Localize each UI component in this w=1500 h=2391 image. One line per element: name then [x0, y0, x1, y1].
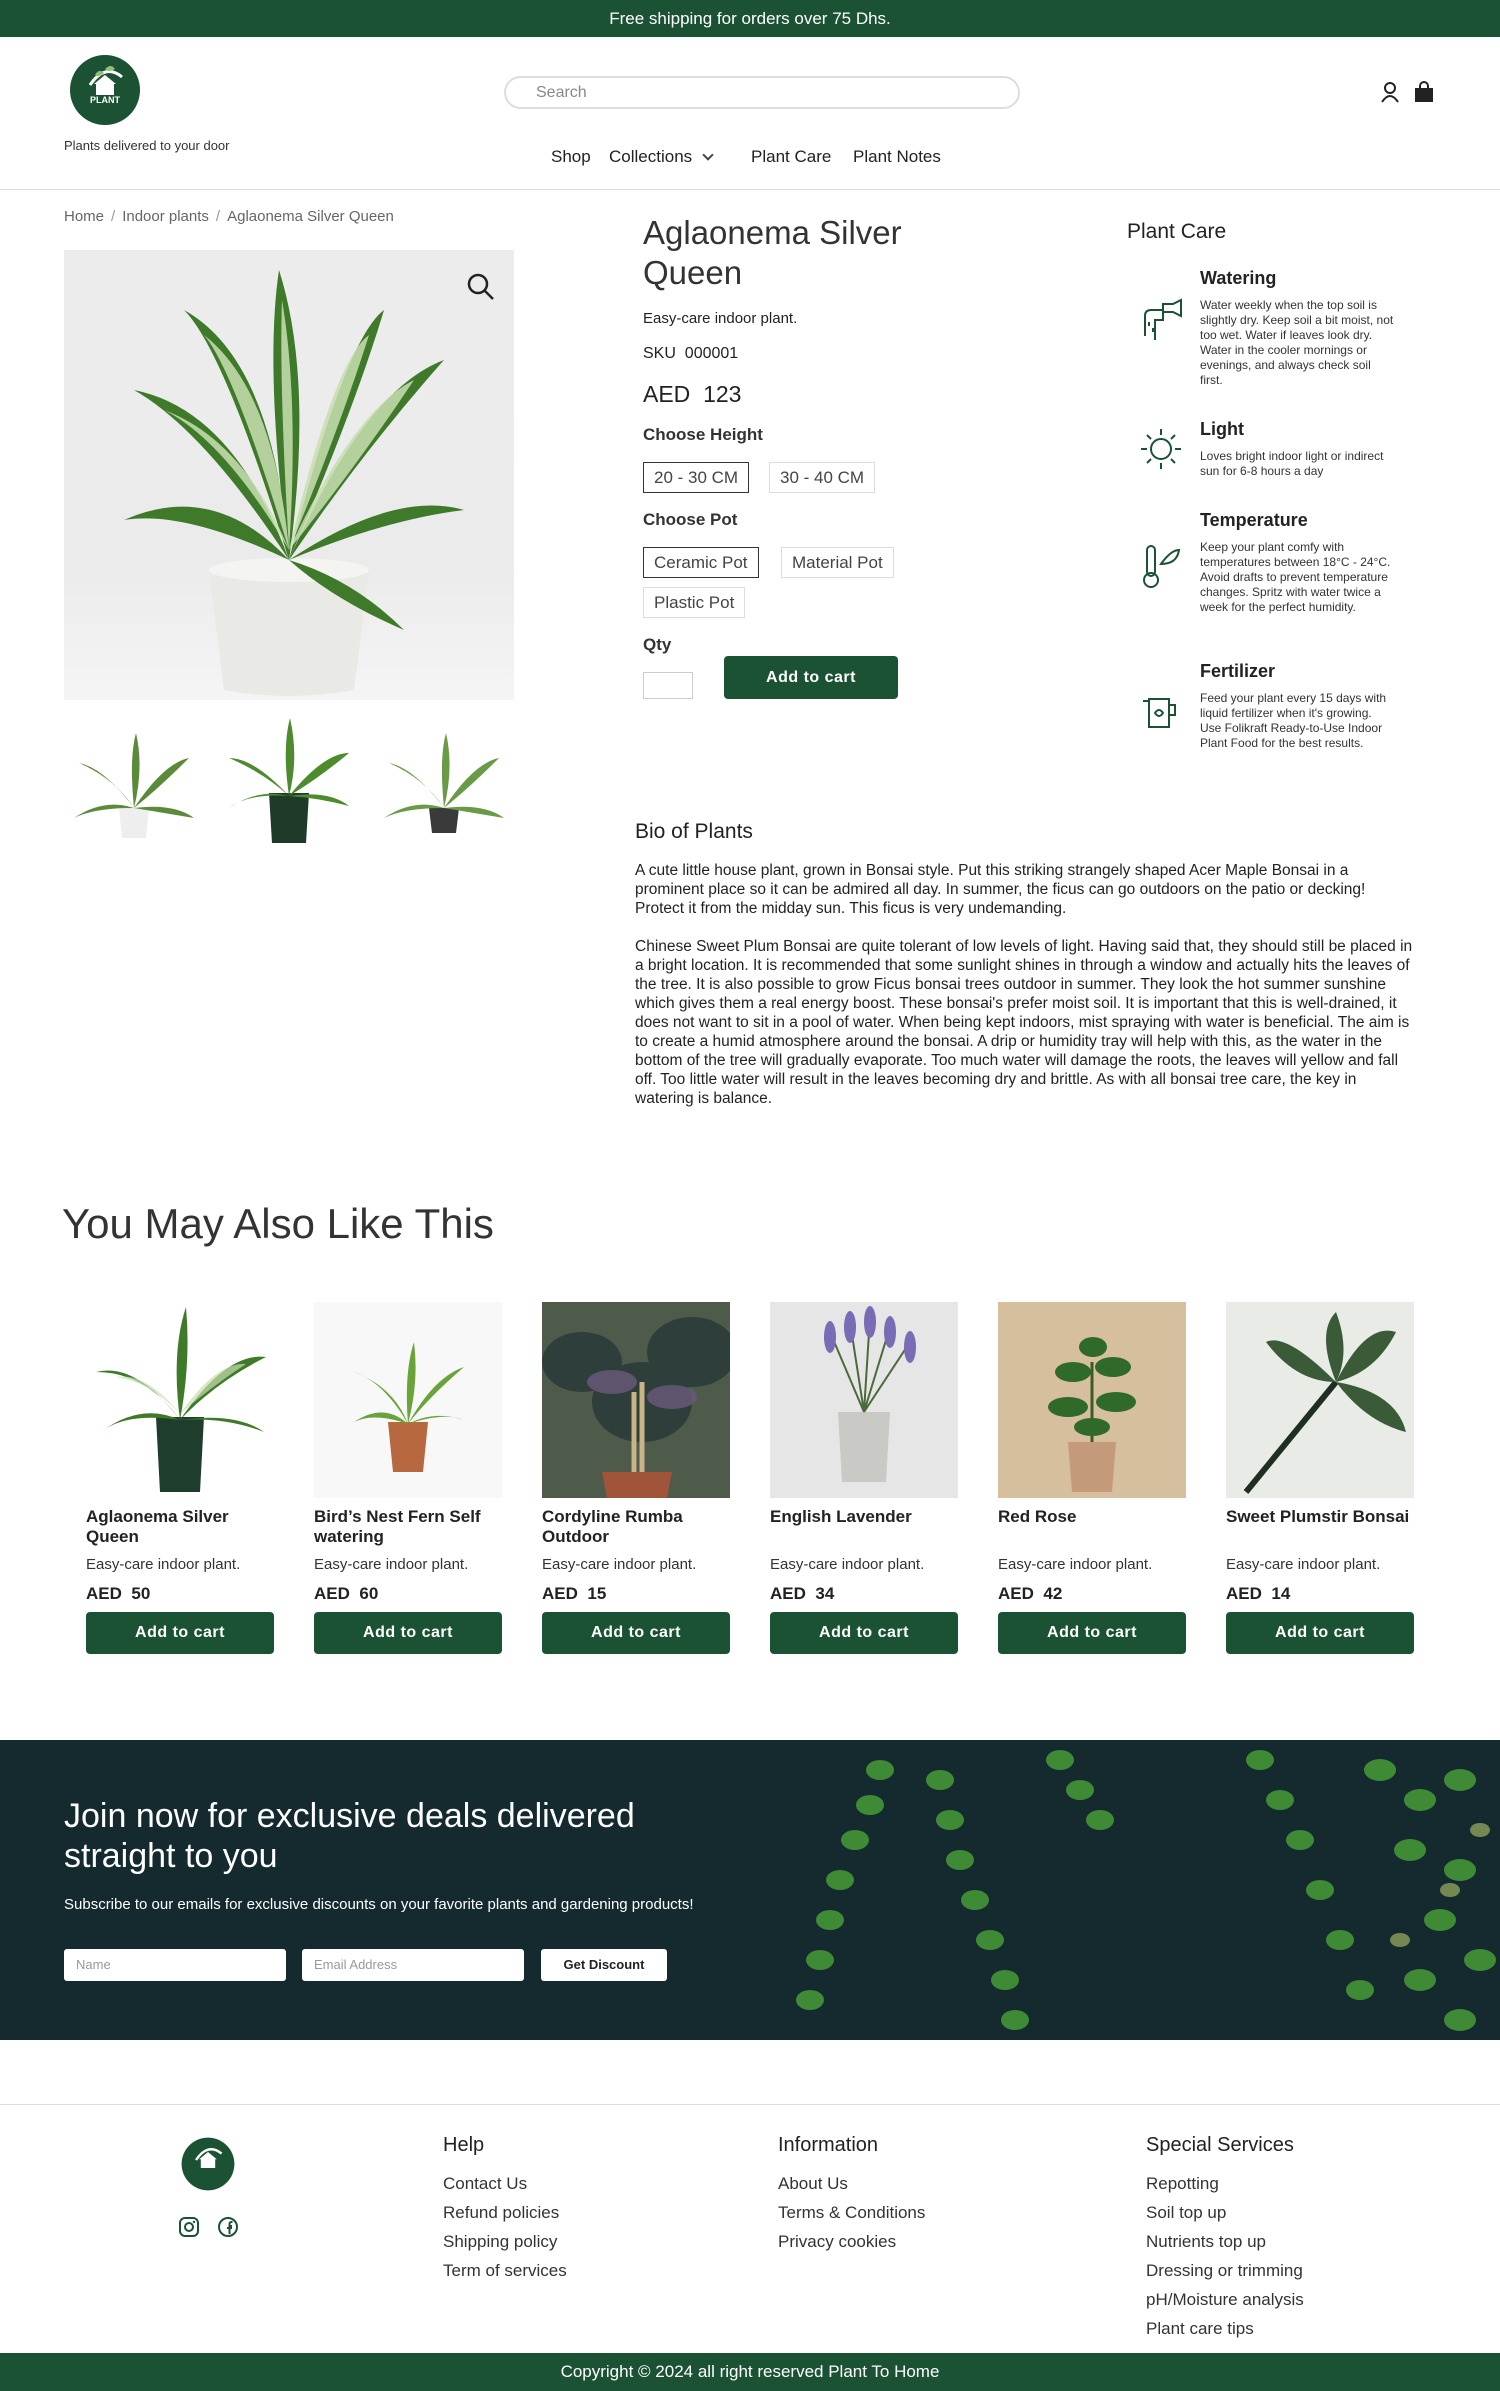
- price-value: 123: [703, 381, 742, 407]
- footer-link[interactable]: Plant care tips: [1146, 2319, 1254, 2338]
- user-icon[interactable]: [1380, 81, 1400, 108]
- add-to-cart-button[interactable]: Add to cart: [86, 1612, 274, 1654]
- copyright-bar: Copyright © 2024 all right reserved Plant To Home: [0, 2353, 1500, 2391]
- footer-information: [778, 2134, 925, 2256]
- nav-plant-notes[interactable]: Plant Notes: [853, 147, 941, 166]
- plant-logo-icon: [70, 55, 140, 125]
- nav-shop[interactable]: Shop: [551, 147, 591, 166]
- product-price: [643, 381, 741, 408]
- product-card-name[interactable]: English Lavender: [770, 1507, 912, 1526]
- sku-label: SKU: [643, 345, 676, 362]
- product-card[interactable]: [542, 1302, 730, 1641]
- bio-paragraph-1: A cute little house plant, grown in Bonsai style. Put this striking strangely shaped Acer Maple Bonsai in a prominent place so it can be admired all day. In summer, the ficus can go outdoors on the patio or decking! Protect it from the midday sun. This ficus is very undemanding.: [635, 862, 1366, 917]
- care-watering: [1127, 268, 1397, 388]
- qty-label: Qty: [643, 635, 672, 654]
- breadcrumb-indoor-plants[interactable]: Indoor plants: [122, 208, 209, 225]
- plant-care-title: Plant Care: [1127, 220, 1227, 243]
- product-card[interactable]: [1226, 1302, 1414, 1641]
- care-temperature: [1127, 510, 1397, 630]
- care-text: Water weekly when the top soil is slightly dry. Keep soil a bit moist, not too wet. Water if leaves look dry. Water in the cooler mornings or evenings, and always check soil first.: [1200, 298, 1394, 387]
- product-title: Aglaonema Silver Queen: [643, 214, 902, 291]
- product-card-price: [86, 1584, 150, 1604]
- facebook-icon[interactable]: [217, 2216, 239, 2243]
- breadcrumb-current: Aglaonema Silver Queen: [227, 208, 394, 225]
- footer-information-title: Information: [778, 2134, 879, 2156]
- ivy-leaves-background: [760, 1740, 1500, 2040]
- price-value: 42: [1043, 1584, 1063, 1603]
- footer-link[interactable]: Repotting: [1146, 2174, 1219, 2193]
- thumbnail-3[interactable]: [384, 718, 524, 848]
- footer-services: [1146, 2134, 1304, 2343]
- plant-logo-icon: [180, 2136, 236, 2192]
- choose-height-label: Choose Height: [643, 425, 763, 444]
- newsletter-banner: [0, 1740, 1500, 2040]
- site-header: [0, 37, 1500, 190]
- care-text: Feed your plant every 15 days with liquid fertilizer when it's growing. Use Folikraft Ready-to-Use Indoor Plant Food for the best results.: [1200, 691, 1387, 750]
- add-to-cart-button[interactable]: Add to cart: [1226, 1612, 1414, 1654]
- nav-collections-label: Collections: [609, 147, 693, 166]
- product-card[interactable]: [86, 1302, 274, 1641]
- product-card-name[interactable]: Red Rose: [998, 1507, 1077, 1526]
- footer-help: [443, 2134, 567, 2285]
- sun-icon: [1139, 427, 1183, 476]
- breadcrumb-home[interactable]: Home: [64, 208, 105, 225]
- footer-link[interactable]: Terms & Conditions: [778, 2203, 926, 2222]
- product-card-desc: Easy-care indoor plant.: [86, 1556, 241, 1573]
- product-card-name[interactable]: Cordyline Rumba Outdoor: [542, 1507, 683, 1546]
- instagram-icon[interactable]: [178, 2216, 200, 2243]
- brand-tagline: Plants delivered to your door: [64, 138, 230, 153]
- thumbnail-1[interactable]: [74, 718, 214, 848]
- footer-link[interactable]: Dressing or trimming: [1146, 2261, 1303, 2280]
- nav-collections[interactable]: [609, 147, 712, 167]
- add-to-cart-button[interactable]: Add to cart: [314, 1612, 502, 1654]
- product-card-name[interactable]: Aglaonema Silver Queen: [86, 1507, 229, 1546]
- product-card-image[interactable]: [998, 1302, 1186, 1498]
- sku-value: 000001: [684, 345, 739, 362]
- product-card-desc: Easy-care indoor plant.: [542, 1556, 697, 1573]
- add-to-cart-button[interactable]: Add to cart: [724, 656, 898, 699]
- product-card-price: [998, 1584, 1062, 1604]
- product-card-image[interactable]: [86, 1302, 274, 1498]
- add-to-cart-button[interactable]: Add to cart: [998, 1612, 1186, 1654]
- product-card[interactable]: [314, 1302, 502, 1641]
- choose-pot-label: Choose Pot: [643, 510, 738, 529]
- pot-option-material[interactable]: Material Pot: [781, 547, 894, 578]
- product-card-desc: Easy-care indoor plant.: [770, 1556, 925, 1573]
- price-currency: AED: [86, 1584, 122, 1603]
- footer-link[interactable]: Privacy cookies: [778, 2232, 897, 2251]
- footer-link[interactable]: Shipping policy: [443, 2232, 558, 2251]
- price-currency: AED: [542, 1584, 578, 1603]
- product-card-desc: Easy-care indoor plant.: [1226, 1556, 1381, 1573]
- product-card[interactable]: [998, 1302, 1186, 1641]
- care-heading: Light: [1200, 419, 1244, 439]
- care-light: [1127, 419, 1397, 489]
- zoom-icon[interactable]: [466, 272, 496, 307]
- product-card-price: [542, 1584, 606, 1604]
- product-card-desc: Easy-care indoor plant.: [314, 1556, 469, 1573]
- nav-plant-care[interactable]: Plant Care: [751, 147, 832, 166]
- footer-link[interactable]: Refund policies: [443, 2203, 560, 2222]
- care-fertilizer: [1127, 661, 1397, 781]
- related-products-title: You May Also Like This: [62, 1200, 494, 1247]
- product-plant-image: [64, 250, 514, 700]
- thumbnail-2[interactable]: [224, 718, 364, 848]
- price-value: 34: [815, 1584, 835, 1603]
- footer-link[interactable]: Contact Us: [443, 2174, 528, 2193]
- breadcrumb: Home / Indoor plants / Aglaonema Silver Queen: [64, 208, 394, 225]
- product-card-price: [1226, 1584, 1290, 1604]
- thermometer-icon: [1139, 542, 1183, 595]
- footer-help-title: Help: [443, 2134, 485, 2156]
- search-input[interactable]: Search: [504, 76, 1020, 109]
- care-text: Loves bright indoor light or indirect sun for 6-8 hours a day: [1200, 449, 1384, 478]
- logo-text: PLANT: [90, 95, 120, 105]
- bio-title: Bio of Plants: [635, 820, 753, 843]
- pot-option-ceramic[interactable]: Ceramic Pot: [643, 547, 759, 578]
- care-heading: Fertilizer: [1200, 661, 1276, 681]
- product-sku: [643, 345, 738, 363]
- footer-link[interactable]: Nutrients top up: [1146, 2232, 1267, 2251]
- pot-option-plastic[interactable]: Plastic Pot: [643, 587, 745, 618]
- product-card-desc: Easy-care indoor plant.: [998, 1556, 1153, 1573]
- watering-icon: [1139, 292, 1183, 345]
- price-value: 15: [587, 1584, 607, 1603]
- price-currency: AED: [314, 1584, 350, 1603]
- announcement-bar: Free shipping for orders over 75 Dhs.: [0, 0, 1500, 37]
- product-card-image[interactable]: [314, 1302, 502, 1498]
- price-currency: AED: [643, 381, 691, 407]
- product-card-name[interactable]: Sweet Plumstir Bonsai: [1226, 1507, 1410, 1526]
- product-card-price: [314, 1584, 378, 1604]
- footer-link[interactable]: About Us: [778, 2174, 848, 2193]
- footer-link[interactable]: pH/Moisture analysis: [1146, 2290, 1304, 2309]
- newsletter-subtitle: Subscribe to our emails for exclusive discounts on your favorite plants and gardening products!: [64, 1896, 694, 1913]
- add-to-cart-button[interactable]: Add to cart: [770, 1612, 958, 1654]
- price-currency: AED: [998, 1584, 1034, 1603]
- add-to-cart-button[interactable]: Add to cart: [542, 1612, 730, 1654]
- footer-link[interactable]: Soil top up: [1146, 2203, 1227, 2222]
- care-heading: Temperature: [1200, 510, 1308, 530]
- product-short-description: Easy-care indoor plant.: [643, 310, 798, 327]
- product-card-price: [770, 1584, 834, 1604]
- bio-paragraph-2: Chinese Sweet Plum Bonsai are quite tolerant of low levels of light. Having said that, they should still be placed in a bright location. It is recommended that some sunlight shines in through a window and actually hits the leaves of the tree. It is also possible to grow Ficus bonsai trees outdoor in summer. They look the hot summer sunshine which gives them a real energy boost. These bonsai's prefer moist soil. It is important that this is well-drained, it does not want to sit in a pool of water. When being kept indoors, mist spraying with water is beneficial. The aim is to create a humid atmosphere around the bonsai. A drip or humidity tray will help with this, as the water in the bottom of the tree will gradually evaporate. Too much water will damage the roots, the leaves will yellow and fall off. Too little water will result in the leaves becoming dry and brittle. As with all bonsai tree care, the key in watering is balance.: [635, 938, 1413, 1107]
- product-main-image[interactable]: [64, 250, 514, 700]
- price-currency: AED: [1226, 1584, 1262, 1603]
- chevron-down-icon: [702, 149, 713, 160]
- fertilizer-icon: [1139, 691, 1183, 736]
- cart-bag-icon[interactable]: [1414, 81, 1434, 108]
- product-card[interactable]: [770, 1302, 958, 1641]
- footer-divider: [0, 2104, 1500, 2105]
- qty-input[interactable]: [643, 672, 693, 699]
- height-option-30-40[interactable]: 30 - 40 CM: [769, 462, 875, 493]
- newsletter-title: Join now for exclusive deals delivered straight to you: [64, 1797, 635, 1875]
- product-card-image[interactable]: [542, 1302, 730, 1498]
- price-value: 60: [359, 1584, 379, 1603]
- site-logo[interactable]: [70, 55, 140, 125]
- price-value: 50: [131, 1584, 151, 1603]
- care-heading: Watering: [1200, 268, 1277, 288]
- footer-link[interactable]: Term of services: [443, 2261, 567, 2280]
- product-card-name[interactable]: Bird’s Nest Fern Self watering: [314, 1507, 481, 1546]
- height-option-20-30[interactable]: 20 - 30 CM: [643, 462, 749, 493]
- price-currency: AED: [770, 1584, 806, 1603]
- price-value: 14: [1271, 1584, 1291, 1603]
- product-card-image[interactable]: [770, 1302, 958, 1498]
- get-discount-button[interactable]: Get Discount: [541, 1949, 667, 1981]
- footer-services-title: Special Services: [1146, 2134, 1294, 2156]
- newsletter-name-input[interactable]: Name: [64, 1949, 286, 1981]
- newsletter-email-input[interactable]: Email Address: [302, 1949, 524, 1981]
- footer-logo[interactable]: [180, 2136, 236, 2197]
- product-card-image[interactable]: [1226, 1302, 1414, 1498]
- care-text: Keep your plant comfy with temperatures between 18°C - 24°C. Avoid drafts to prevent temperature changes. Spritz with water twice a week for the perfect humidity.: [1200, 540, 1391, 614]
